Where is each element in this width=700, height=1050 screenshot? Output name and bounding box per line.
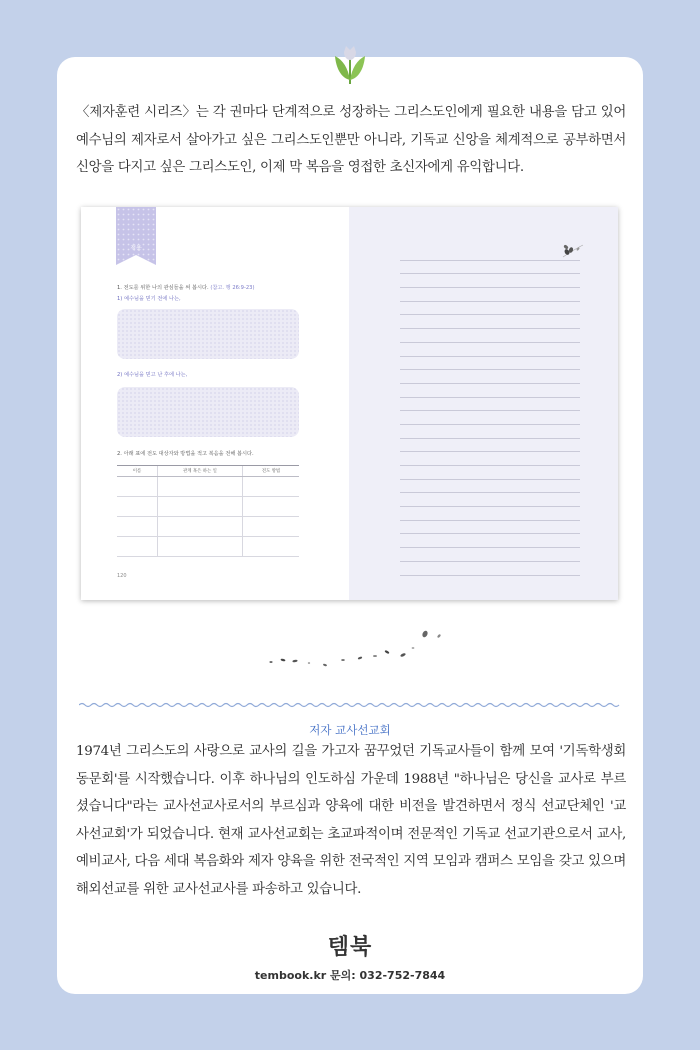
question-1 xyxy=(117,284,254,291)
question-1-sub2: 2) 예수님을 믿고 난 후에 나는, xyxy=(117,372,188,378)
writing-lines xyxy=(400,247,580,576)
table-header-name: 이름 xyxy=(117,466,158,477)
question-1-ref: (참고. 행 26:9-23) xyxy=(210,285,255,291)
table-header-method: 전도 방법 xyxy=(243,466,300,477)
question-1-text: 1. 전도를 위한 나의 관심들을 써 봅시다. xyxy=(117,285,209,291)
table-header-row xyxy=(117,466,299,477)
publisher-logo: 템북 xyxy=(327,935,373,960)
wave-divider xyxy=(79,700,621,710)
table-header-relation: 관계 혹은 하는 일 xyxy=(158,466,243,477)
answer-box-1 xyxy=(117,309,299,359)
evangelism-table xyxy=(117,465,299,557)
question-2: 2. 아래 표에 전도 대상자와 방법을 적고 복음을 전해 봅시다. xyxy=(117,451,254,457)
book-spread-image xyxy=(81,207,618,600)
page-number: 120 xyxy=(117,573,127,579)
table-row xyxy=(117,517,299,537)
question-1-sub1: 1) 예수님을 믿기 전에 나는, xyxy=(117,296,181,302)
intro-paragraph: 〈제자훈련 시리즈〉는 각 권마다 단계적으로 성장하는 그리스도인에게 필요한 내용을 담고 있어 예수님의 제자로서 살아가고 싶은 그리스도인뿐만 아니라, 기독교 신앙을 체계적으로 공부하면서 신앙을 다지고 싶은 그리스도인, 이제 막 복음을 영접한 초신자에게 유익합니다. xyxy=(76,105,626,175)
author-bio: 1974년 그리스도의 사랑으로 교사의 길을 가고자 꿈꾸었던 기독교사들이 함께 모여 '기독학생회동문회'를 시작했습니다. 이후 하나님의 인도하심 가운데 1988년 "하나님은 당신을 교사로 부르셨습니다"라는 교사선교사로서의 부르심과 양육에 대한 비전을 발견하면서 정식 선교단체인 '교사선교회'가 되었습니다. 현재 교사선교회는 초교파적이며 전문적인 기독교 선교기관으로서 교사, 예비교사, 다음 세대 복음화와 제자 양육을 위한 전국적인 지역 모임과 캠퍼스 모임을 갖고 있으며 해외선교를 위한 교사선교사를 파송하고 있습니다. xyxy=(76,744,626,897)
answer-box-2 xyxy=(117,387,299,437)
book-right-page xyxy=(349,207,618,600)
table-row xyxy=(117,537,299,557)
ribbon-bookmark-icon xyxy=(116,207,156,265)
falling-leaves-icon xyxy=(263,622,448,670)
book-left-page xyxy=(81,207,349,600)
table-row xyxy=(117,477,299,497)
tulip-icon xyxy=(333,44,367,86)
ribbon-label: 적용 xyxy=(130,245,142,252)
author-heading: 저자 교사선교회 xyxy=(309,723,391,737)
table-row xyxy=(117,497,299,517)
contact-info: tembook.kr 문의: 032-752-7844 xyxy=(254,969,446,982)
